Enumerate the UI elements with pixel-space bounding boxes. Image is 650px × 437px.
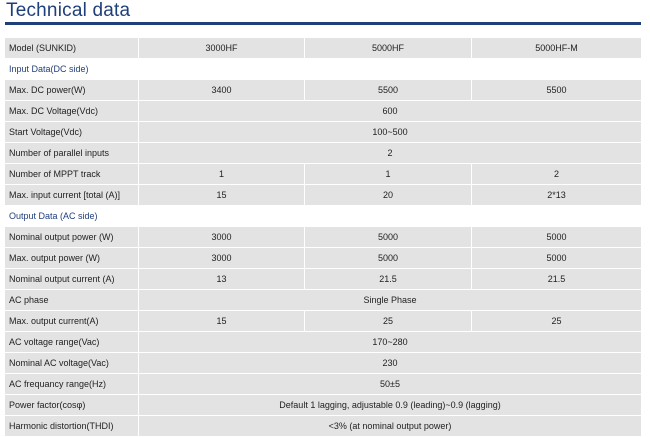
table-header-row [5,38,641,59]
table-row [5,143,641,164]
row-label: Number of MPPT track [5,164,139,185]
row-value-all-models: <3% (at nominal output power) [139,416,641,437]
page-title: Technical data [6,0,131,21]
row-value-cell: 2*13 [472,185,641,206]
table-row [5,374,641,395]
header-model-5000hf-m: 5000HF-M [472,38,641,59]
header-model-label: Model (SUNKID) [5,38,139,59]
section-heading: Output Data (AC side) [5,206,641,227]
row-value-cell: 3000 [139,248,305,269]
header-model-5000hf: 5000HF [305,38,472,59]
section-row [5,59,641,80]
row-label: Max. output current(A) [5,311,139,332]
row-value-all-models: 2 [139,143,641,164]
table-row [5,332,641,353]
table-row [5,227,641,248]
row-value-cell: 21.5 [305,269,472,290]
row-label: Max. input current [total (A)] [5,185,139,206]
row-value-all-models: 230 [139,353,641,374]
row-value-all-models: Default 1 lagging, adjustable 0.9 (leading)~0.9 (lagging) [139,395,641,416]
row-value-all-models: 600 [139,101,641,122]
table-row [5,185,641,206]
title-underline [5,22,641,25]
row-value-cell: 1 [139,164,305,185]
row-value-all-models: 170~280 [139,332,641,353]
row-label: Max. DC Voltage(Vdc) [5,101,139,122]
table-body [5,38,641,437]
row-label: AC frequancy range(Hz) [5,374,139,395]
row-value-cell: 20 [305,185,472,206]
row-value-cell: 3000 [139,227,305,248]
header-model-3000hf: 3000HF [139,38,305,59]
row-label: Max. output power (W) [5,248,139,269]
row-label: Nominal output power (W) [5,227,139,248]
row-value-cell: 25 [472,311,641,332]
row-value-cell: 5000 [305,227,472,248]
table-row [5,416,641,437]
row-label: Nominal AC voltage(Vac) [5,353,139,374]
row-value-cell: 5500 [305,80,472,101]
table-row [5,101,641,122]
table-row [5,353,641,374]
row-value-cell: 5000 [305,248,472,269]
row-value-cell: 2 [472,164,641,185]
row-label: AC voltage range(Vac) [5,332,139,353]
section-heading: Input Data(DC side) [5,59,641,80]
row-value-cell: 5000 [472,248,641,269]
row-value-cell: 15 [139,185,305,206]
row-label: Nominal output current (A) [5,269,139,290]
row-value-cell: 25 [305,311,472,332]
row-value-cell: 3400 [139,80,305,101]
row-value-all-models: Single Phase [139,290,641,311]
table-row [5,80,641,101]
row-value-all-models: 50±5 [139,374,641,395]
technical-data-table [5,38,641,437]
row-value-cell: 21.5 [472,269,641,290]
row-label: AC phase [5,290,139,311]
section-row [5,206,641,227]
table-row [5,248,641,269]
table-row [5,164,641,185]
row-label: Max. DC power(W) [5,80,139,101]
row-value-cell: 15 [139,311,305,332]
table-row [5,395,641,416]
table-row [5,290,641,311]
table-row [5,269,641,290]
row-value-cell: 13 [139,269,305,290]
row-label: Start Voltage(Vdc) [5,122,139,143]
table-row [5,122,641,143]
row-value-all-models: 100~500 [139,122,641,143]
row-value-cell: 5500 [472,80,641,101]
row-label: Power factor(cosφ) [5,395,139,416]
row-label: Number of parallel inputs [5,143,139,164]
row-value-cell: 5000 [472,227,641,248]
row-value-cell: 1 [305,164,472,185]
table-row [5,311,641,332]
row-label: Harmonic distortion(THDI) [5,416,139,437]
